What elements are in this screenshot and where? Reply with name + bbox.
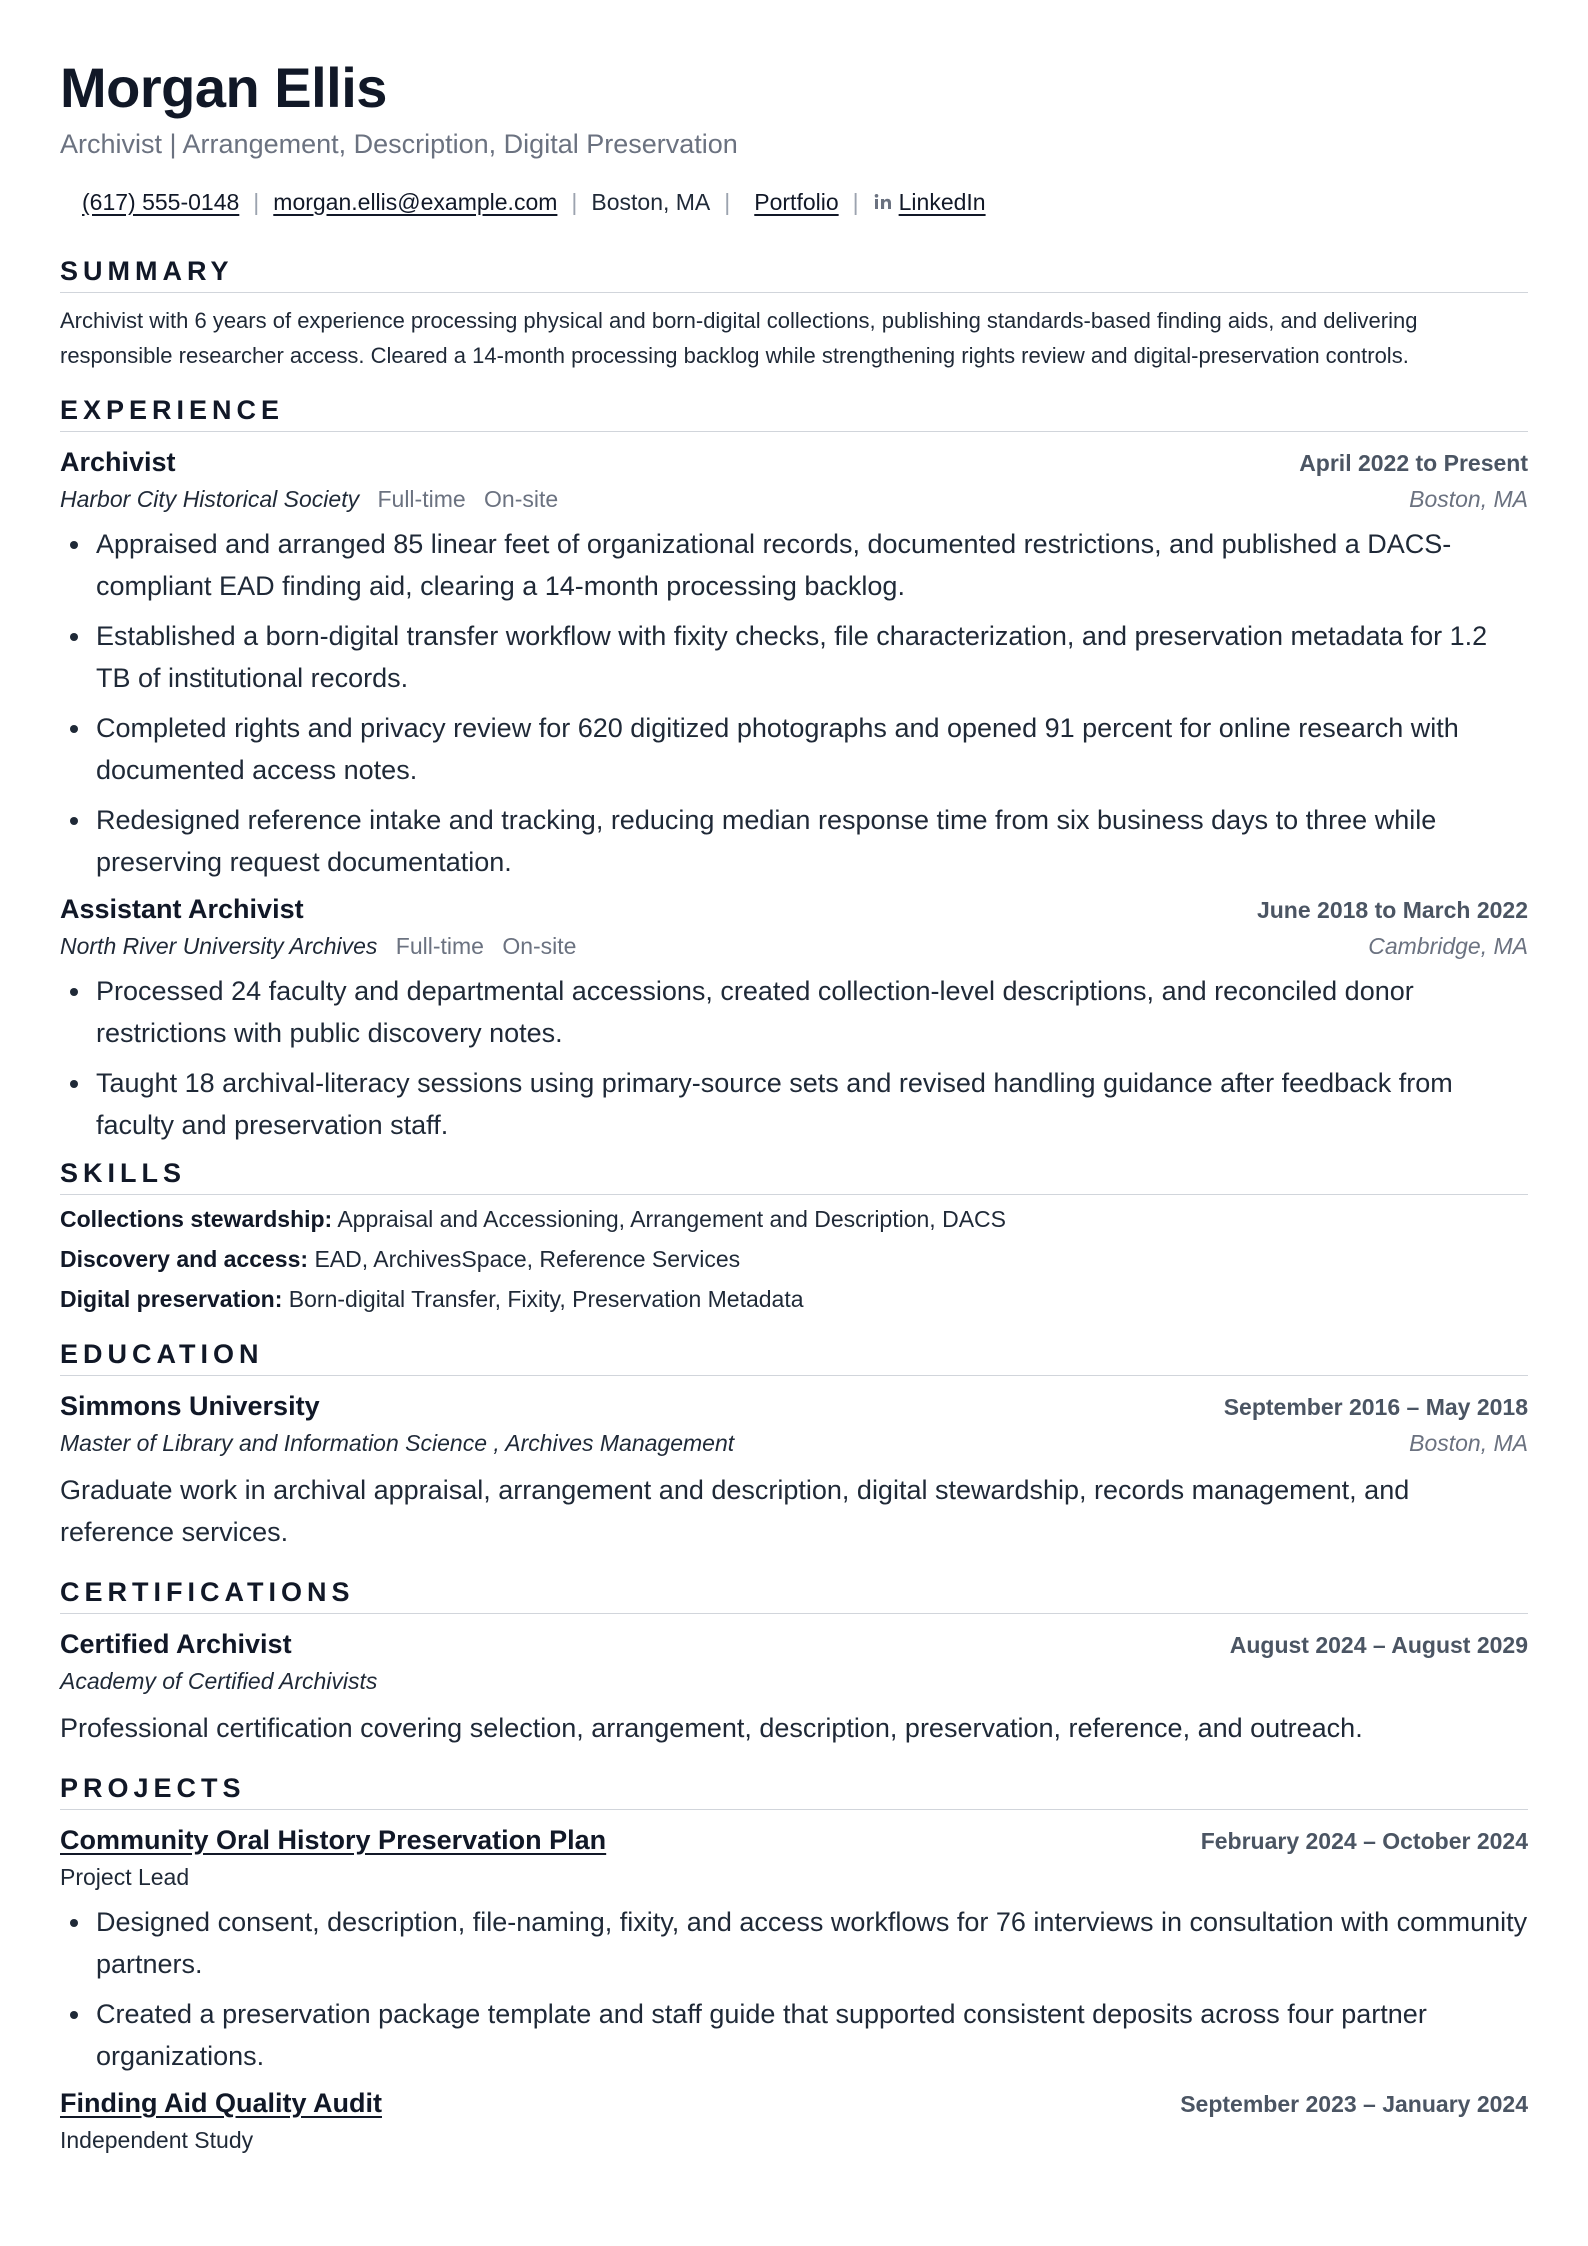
job-organization: North River University Archives	[60, 933, 378, 959]
school-name: Simmons University	[60, 1391, 320, 1421]
list-item: Redesigned reference intake and tracking, reducing median response time from six business days to three while preserving request documentation.	[60, 799, 1528, 883]
project-dates: September 2023 – January 2024	[1180, 2091, 1528, 2117]
location-text: Boston, MA	[591, 188, 711, 215]
certification-entry	[60, 1626, 1528, 1749]
skill-group-items: EAD, ArchivesSpace, Reference Services	[314, 1246, 741, 1272]
job-location: Boston, MA	[1409, 486, 1528, 512]
projects-section	[60, 1771, 1528, 2158]
certifications-heading: CERTIFICATIONS	[60, 1575, 1528, 1614]
linkedin-link[interactable]: LinkedIn	[898, 188, 986, 215]
job-mode: On-site	[484, 486, 559, 512]
list-item: Processed 24 faculty and departmental accessions, created collection-level descriptions, and reconciled donor restrictions with public discovery notes.	[60, 970, 1528, 1054]
degree-name: Master of Library and Information Science , Archives Management	[60, 1430, 735, 1456]
list-item: Designed consent, description, file-naming, fixity, and access workflows for 76 interviews in consultation with community partners.	[60, 1901, 1528, 1985]
project-entry	[60, 1822, 1528, 2077]
project-title-link[interactable]: Finding Aid Quality Audit	[60, 2088, 382, 2118]
job-type: Full-time	[395, 933, 484, 959]
contact-bar	[60, 182, 1528, 222]
job-title: Assistant Archivist	[60, 894, 304, 924]
list-item: Established a born-digital transfer workflow with fixity checks, file characterization, and preservation metadata for 1.2 TB of institutional records.	[60, 615, 1528, 699]
summary-heading: SUMMARY	[60, 254, 1528, 293]
list-item: Taught 18 archival-literacy sessions using primary-source sets and revised handling guidance after feedback from faculty and preservation staff.	[60, 1062, 1528, 1146]
phone-link[interactable]: (617) 555-0148	[82, 188, 240, 215]
job-location: Cambridge, MA	[1368, 933, 1528, 959]
job-bullets	[60, 970, 1528, 1146]
linkedin-icon	[873, 192, 893, 212]
candidate-name: Morgan Ellis	[60, 56, 387, 119]
skill-group-label: Collections stewardship:	[60, 1206, 333, 1232]
education-location: Boston, MA	[1409, 1430, 1528, 1456]
list-item: Completed rights and privacy review for 620 digitized photographs and opened 91 percent for online research with documented access notes.	[60, 707, 1528, 791]
certification-issuer: Academy of Certified Archivists	[60, 1668, 378, 1694]
skills-heading: SKILLS	[60, 1156, 1528, 1195]
job-dates: June 2018 to March 2022	[1256, 897, 1528, 923]
project-dates: February 2024 – October 2024	[1200, 1828, 1528, 1854]
certification-description: Professional certification covering selection, arrangement, description, preservation, reference, and outreach.	[60, 1713, 1363, 1743]
project-role: Independent Study	[60, 2127, 254, 2153]
education-dates: September 2016 – May 2018	[1223, 1394, 1528, 1420]
list-item: Created a preservation package template and staff guide that supported consistent deposits across four partner organizations.	[60, 1993, 1528, 2077]
experience-section	[60, 393, 1528, 1146]
contact-separator: |	[852, 188, 859, 215]
resume-header	[60, 54, 1528, 222]
project-title-link[interactable]: Community Oral History Preservation Plan	[60, 1825, 607, 1855]
summary-text: Archivist with 6 years of experience processing physical and born-digital collections, publishing standards-based finding aids, and delivering responsible researcher access. Cleared a 14-month processing backlog while strengthening rights review and digital-preservation controls.	[60, 308, 1418, 368]
education-entry	[60, 1388, 1528, 1553]
certification-dates: August 2024 – August 2029	[1229, 1632, 1528, 1658]
job-bullets	[60, 523, 1528, 883]
skill-group-items: Born-digital Transfer, Fixity, Preservation Metadata	[288, 1286, 804, 1312]
projects-heading: PROJECTS	[60, 1771, 1528, 1810]
skill-group-label: Digital preservation:	[60, 1286, 283, 1312]
experience-heading: EXPERIENCE	[60, 393, 1528, 432]
skill-group	[60, 1239, 1528, 1279]
portfolio-link[interactable]: Portfolio	[754, 188, 839, 215]
skill-group-items: Appraisal and Accessioning, Arrangement and Description, DACS	[337, 1206, 1006, 1232]
experience-entry	[60, 891, 1528, 1146]
skill-group	[60, 1279, 1528, 1319]
list-item: Appraised and arranged 85 linear feet of organizational records, documented restrictions, and published a DACS-compliant EAD finding aid, clearing a 14-month processing backlog.	[60, 523, 1528, 607]
job-title: Archivist	[60, 447, 176, 477]
candidate-headline: Archivist | Arrangement, Description, Digital Preservation	[60, 129, 738, 159]
summary-section	[60, 254, 1528, 373]
experience-entry	[60, 444, 1528, 883]
project-entry	[60, 2085, 1528, 2158]
certification-name: Certified Archivist	[60, 1629, 292, 1659]
project-role: Project Lead	[60, 1864, 190, 1890]
education-heading: EDUCATION	[60, 1337, 1528, 1376]
education-section	[60, 1337, 1528, 1553]
contact-separator: |	[571, 188, 578, 215]
job-type: Full-time	[377, 486, 466, 512]
job-mode: On-site	[502, 933, 577, 959]
education-description: Graduate work in archival appraisal, arrangement and description, digital stewardship, records management, and reference services.	[60, 1475, 1410, 1547]
job-dates: April 2022 to Present	[1299, 450, 1528, 476]
contact-separator: |	[253, 188, 260, 215]
job-organization: Harbor City Historical Society	[60, 486, 360, 512]
skill-group-label: Discovery and access:	[60, 1246, 309, 1272]
certifications-section	[60, 1575, 1528, 1749]
skills-section	[60, 1156, 1528, 1319]
email-link[interactable]: morgan.ellis@example.com	[273, 188, 558, 215]
contact-separator: |	[724, 188, 731, 215]
skill-group	[60, 1199, 1528, 1239]
project-bullets	[60, 1901, 1528, 2077]
